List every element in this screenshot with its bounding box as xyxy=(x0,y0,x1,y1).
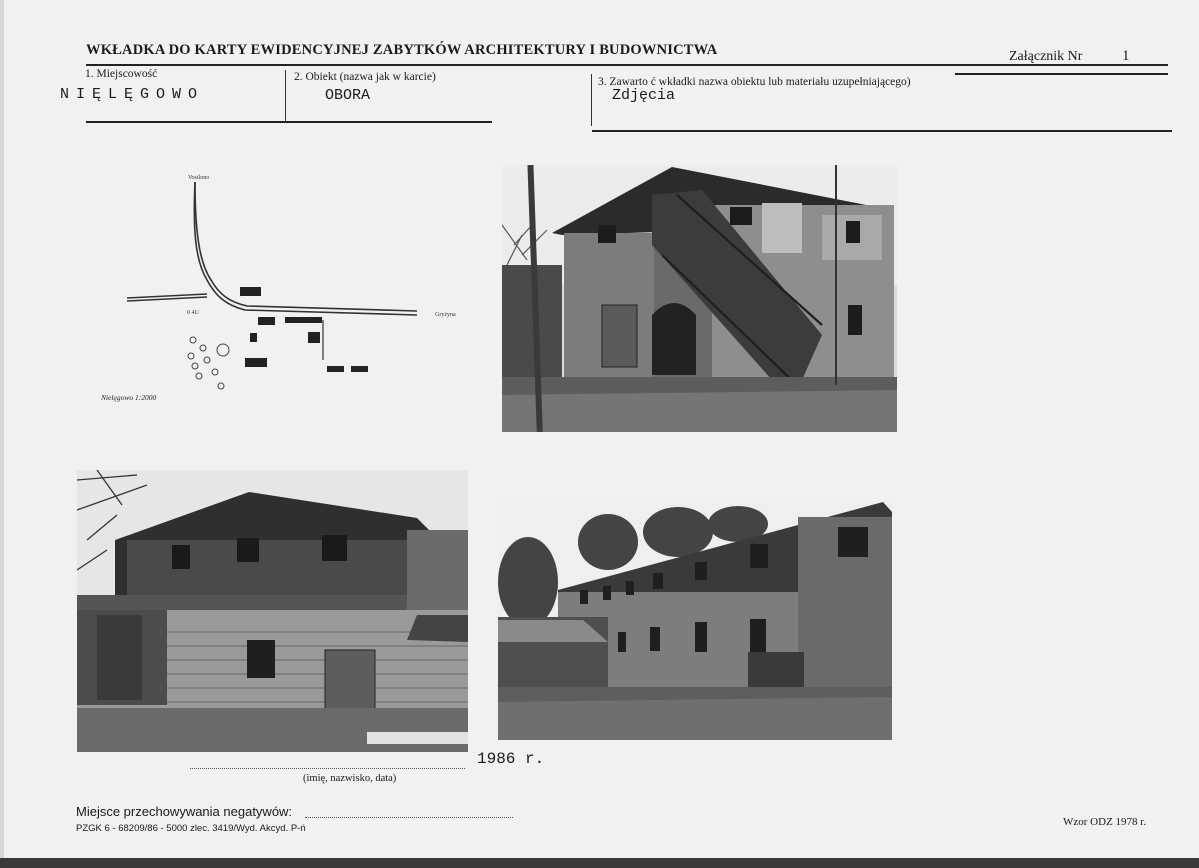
author-dotted-line xyxy=(190,768,465,769)
scan-edge xyxy=(0,0,4,868)
annex-number: 1 xyxy=(1122,48,1130,64)
negatives-dotted-line xyxy=(305,817,513,818)
negatives-label: Miejsce przechowywania negatywów: xyxy=(76,804,293,819)
annex-rule xyxy=(955,73,1168,75)
form-title: WKŁADKA DO KARTY EWIDENCYJNEJ ZABYTKÓW ARCHITEKTURY I BUDOWNICTWA xyxy=(86,42,718,58)
site-map xyxy=(95,170,475,410)
photo-barn-stairs xyxy=(502,165,897,432)
annex-label: Załącznik Nr xyxy=(1009,49,1083,64)
map-road-label-right: Gryżyna xyxy=(435,312,456,318)
field-divider xyxy=(591,74,592,126)
map-scale-caption: Nielęgowo 1:2000 xyxy=(101,393,157,402)
photo-barn-facade xyxy=(498,502,892,740)
fields-bottom-rule xyxy=(86,121,492,123)
map-road-label-top: Vosilono xyxy=(188,175,210,181)
location-label: 1. Miejscowość xyxy=(85,68,158,80)
photo-barn-side xyxy=(77,470,468,752)
header-rule xyxy=(86,64,1168,66)
contents-label: 3. Zawarto ć wkładki nazwa obiektu lub materiału uzupełniającego) xyxy=(598,76,911,88)
contents-value: Zdjęcia xyxy=(612,87,676,104)
location-value: NIĘLĘGOWO xyxy=(60,86,205,103)
field-divider xyxy=(285,70,286,122)
printer-imprint: PZGK 6 - 68209/86 - 5000 zlec. 3419/Wyd. Akcyd. P-ń xyxy=(76,823,306,834)
photo-year: 1986 r. xyxy=(477,750,545,768)
fields-bottom-rule xyxy=(592,130,1172,132)
form-model: Wzor ODZ 1978 r. xyxy=(1063,816,1147,828)
scan-edge-bottom xyxy=(0,858,1199,868)
object-value: OBORA xyxy=(325,87,371,104)
author-label: (imię, nazwisko, data) xyxy=(303,773,397,784)
map-near-label: 0 4U xyxy=(187,310,199,316)
object-label: 2. Obiekt (nazwa jak w karcie) xyxy=(294,71,436,83)
